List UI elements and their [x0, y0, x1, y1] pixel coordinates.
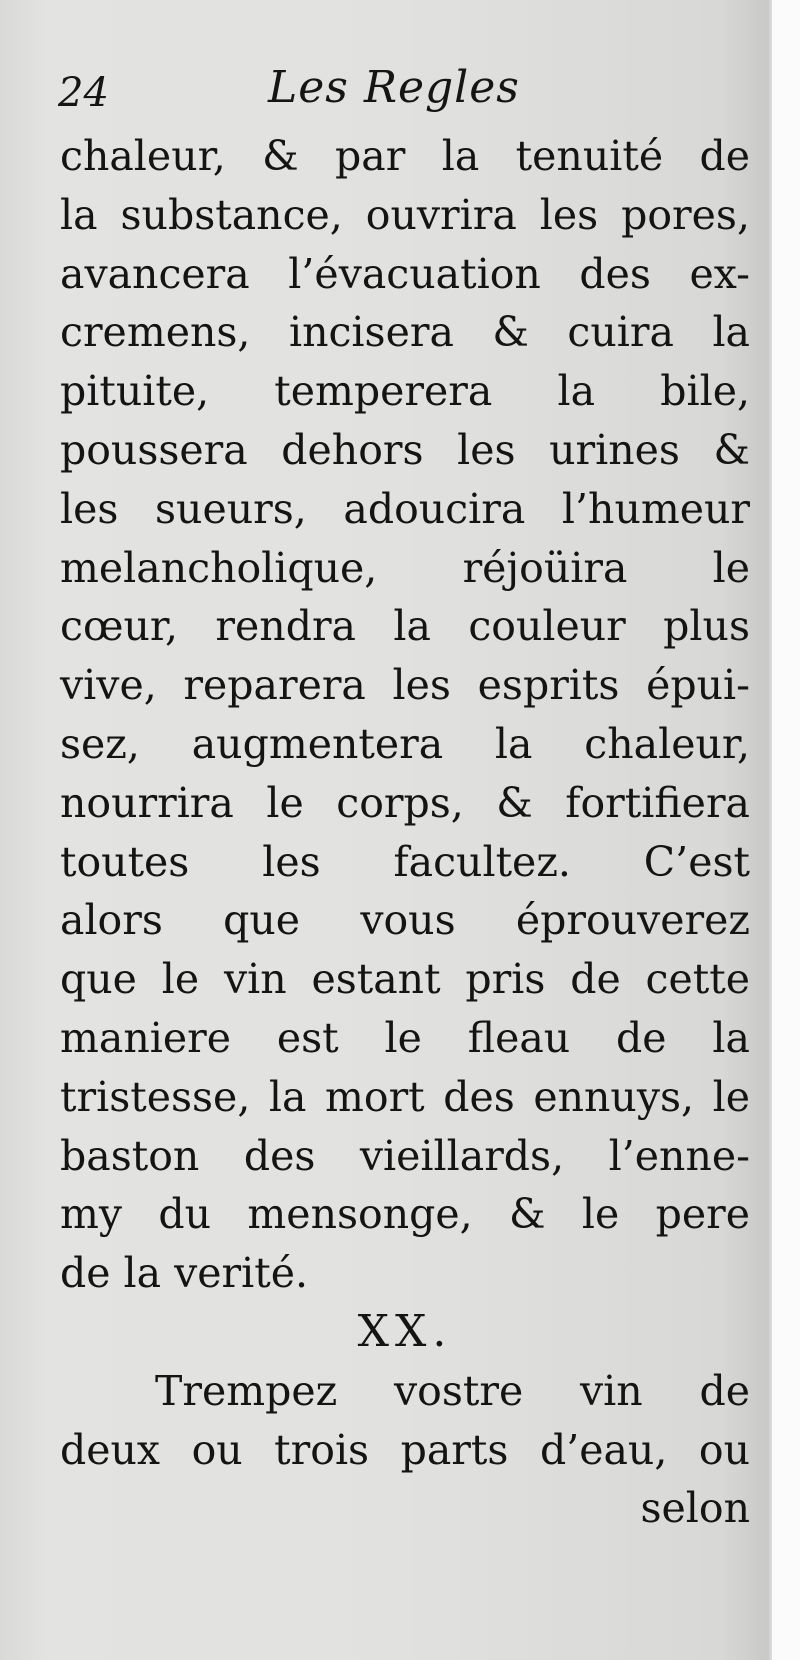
text-line: tristesse, la mort des ennuys, le	[60, 1072, 750, 1121]
text-line: cremens, incisera & cuira la	[60, 308, 750, 357]
text-line: my du mensonge, & le pere	[60, 1190, 750, 1239]
text-line: sez, augmentera la chaleur,	[60, 719, 750, 768]
text-line: cœur, rendra la couleur plus	[60, 602, 750, 651]
text-line: deux ou trois parts d’eau, ou	[60, 1425, 750, 1474]
text-line: pituite, temperera la bile,	[60, 367, 750, 416]
text-line: baston des vieillards, l’enne-	[60, 1131, 750, 1180]
text-line: chaleur, & par la tenuité de	[60, 132, 750, 180]
text-line: alors que vous éprouverez	[60, 896, 750, 945]
text-line: Trempez vostre vin de	[155, 1366, 750, 1415]
text-line: avancera l’évacuation des ex-	[60, 249, 750, 298]
running-head: Les Regles	[268, 62, 520, 113]
catchword: selon	[640, 1484, 750, 1533]
text-line: nourrira le corps, & fortifiera	[60, 778, 750, 827]
page-header	[58, 62, 538, 122]
text-line: de la verité.	[60, 1249, 309, 1298]
text-line: maniere est le fleau de la	[60, 1013, 750, 1062]
text-line: melancholique, réjoüira le	[60, 543, 750, 592]
text-line: poussera dehors les urines &	[60, 425, 750, 474]
text-line: la substance, ouvrira les pores,	[60, 190, 750, 239]
text-line: toutes les facultez. C’est	[60, 837, 750, 886]
text-line: que le vin estant pris de cette	[60, 955, 750, 1004]
body-text	[60, 127, 750, 1538]
text-line: les sueurs, adoucira l’humeur	[60, 484, 750, 533]
page-edge	[772, 0, 800, 1660]
text-line: vive, reparera les esprits épui-	[60, 661, 750, 710]
page-number: 24	[58, 70, 109, 116]
section-heading: XX.	[357, 1305, 453, 1357]
